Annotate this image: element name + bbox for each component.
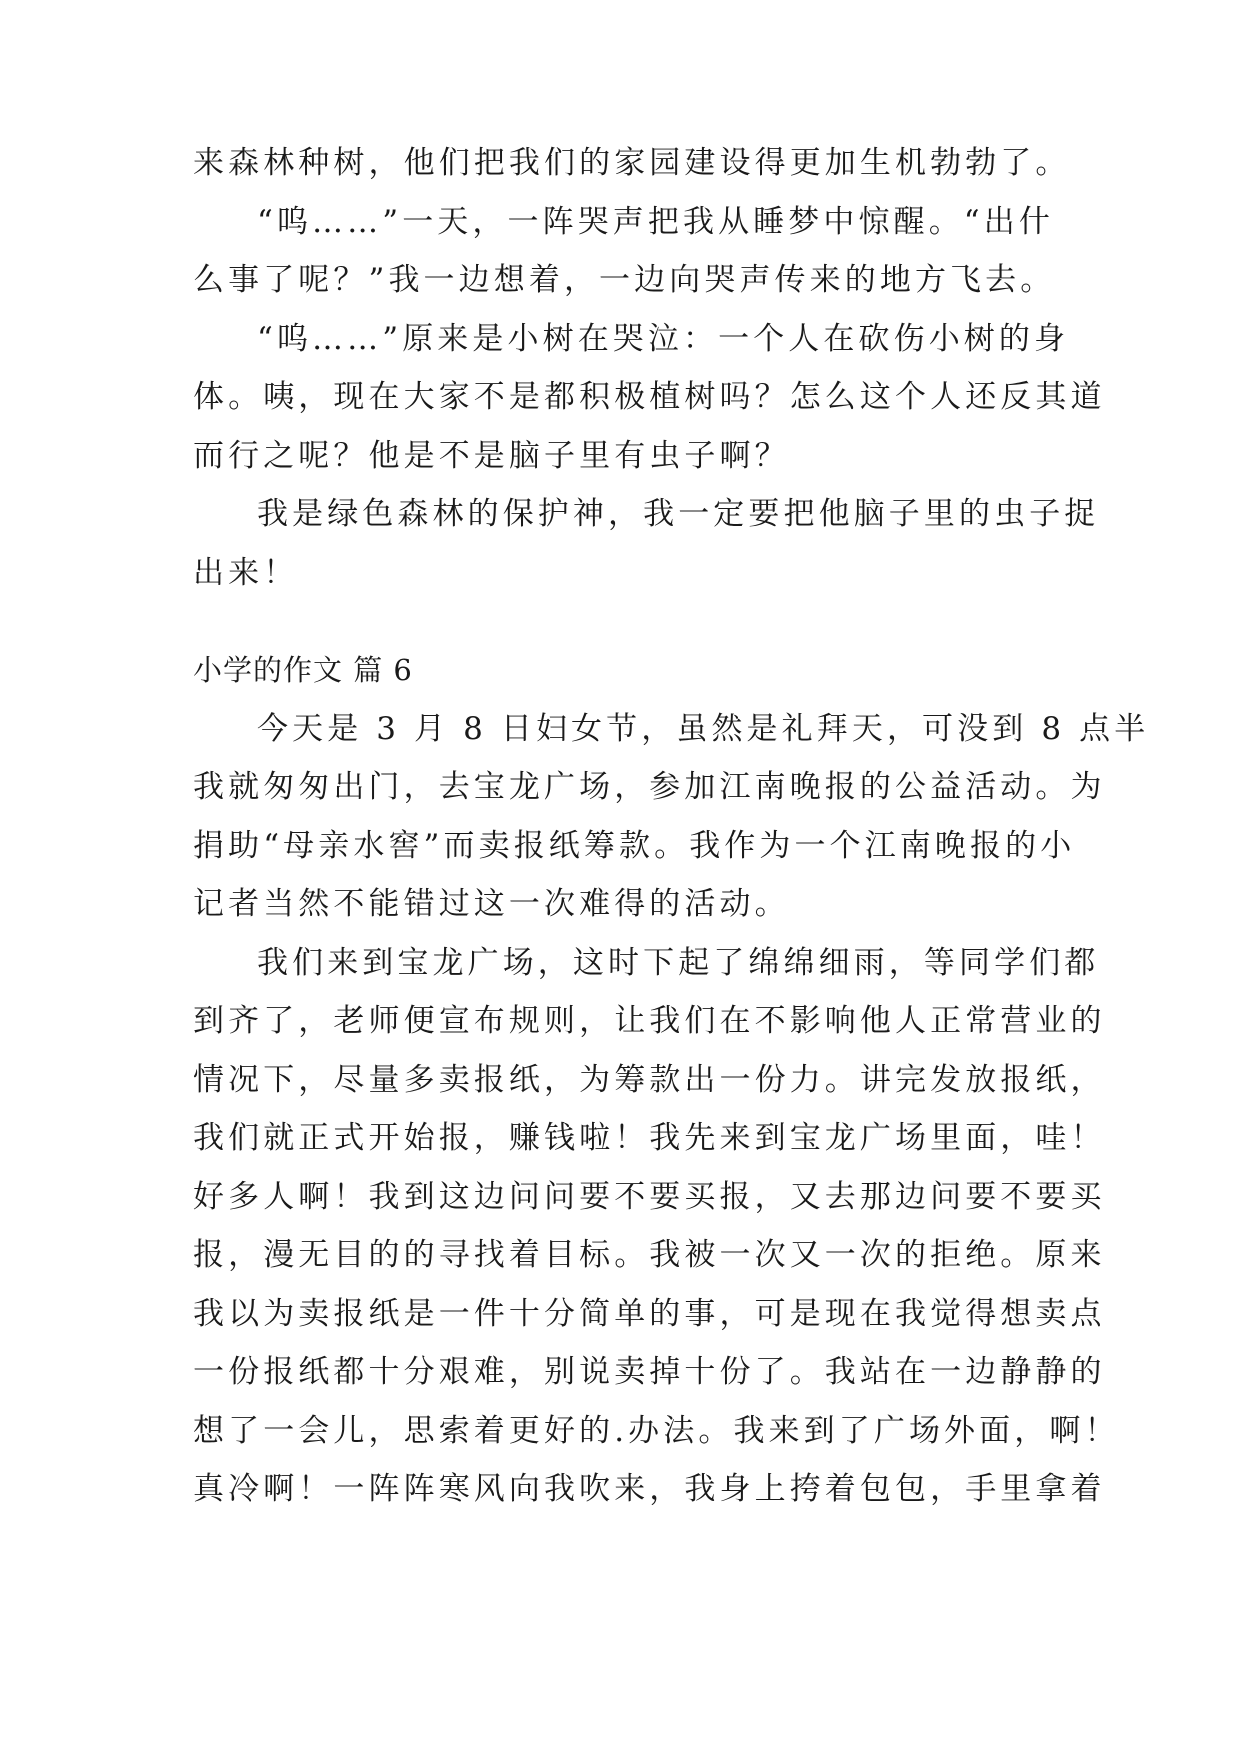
paragraph-line: 我就匆匆出门，去宝龙广场，参加江南晚报的公益活动。为 <box>193 769 1106 805</box>
paragraph-line: 么事了呢？”我一边想着，一边向哭声传来的地方飞去。 <box>193 262 1056 298</box>
paragraph-line: 我以为卖报纸是一件十分简单的事，可是现在我觉得想卖点 <box>193 1296 1106 1332</box>
paragraph-line: 一份报纸都十分艰难，别说卖掉十份了。我站在一边静静的 <box>193 1354 1106 1390</box>
paragraph-line: 真冷啊！一阵阵寒风向我吹来，我身上挎着包包，手里拿着 <box>193 1471 1106 1507</box>
paragraph-line: “呜……”一天，一阵哭声把我从睡梦中惊醒。“出什 <box>257 204 1054 240</box>
paragraph-line: 捐助“母亲水窖”而卖报纸筹款。我作为一个江南晚报的小 <box>193 828 1076 864</box>
paragraph-line: 我们来到宝龙广场，这时下起了绵绵细雨，等同学们都 <box>257 945 1100 981</box>
section-heading: 小学的作文 篇 6 <box>193 653 413 687</box>
paragraph-line: 记者当然不能错过这一次难得的活动。 <box>193 886 790 922</box>
paragraph-line: 想了一会儿，思索着更好的.办法。我来到了广场外面，啊！ <box>193 1413 1120 1449</box>
paragraph-line: 好多人啊！我到这边问问要不要买报，又去那边问要不要买 <box>193 1179 1106 1215</box>
paragraph-line: 我们就正式开始报，赚钱啦！我先来到宝龙广场里面，哇！ <box>193 1120 1106 1156</box>
paragraph-line: 出来！ <box>193 555 299 591</box>
paragraph-line: 体。咦，现在大家不是都积极植树吗？怎么这个人还反其道 <box>193 379 1106 415</box>
paragraph-line: 到齐了，老师便宣布规则，让我们在不影响他人正常营业的 <box>193 1003 1106 1039</box>
paragraph-line: 我是绿色森林的保护神，我一定要把他脑子里的虫子捉 <box>257 496 1100 532</box>
paragraph-line: 而行之呢？他是不是脑子里有虫子啊？ <box>193 438 790 474</box>
paragraph-line: 情况下，尽量多卖报纸，为筹款出一份力。讲完发放报纸， <box>193 1062 1106 1098</box>
paragraph-line: 来森林种树，他们把我们的家园建设得更加生机勃勃了。 <box>193 145 1071 181</box>
paragraph-line: “呜……”原来是小树在哭泣：一个人在砍伤小树的身 <box>257 321 1070 357</box>
paragraph-line: 今天是 3 月 8 日妇女节，虽然是礼拜天，可没到 8 点半 <box>257 711 1150 747</box>
paragraph-line: 报，漫无目的的寻找着目标。我被一次又一次的拒绝。原来 <box>193 1237 1106 1273</box>
